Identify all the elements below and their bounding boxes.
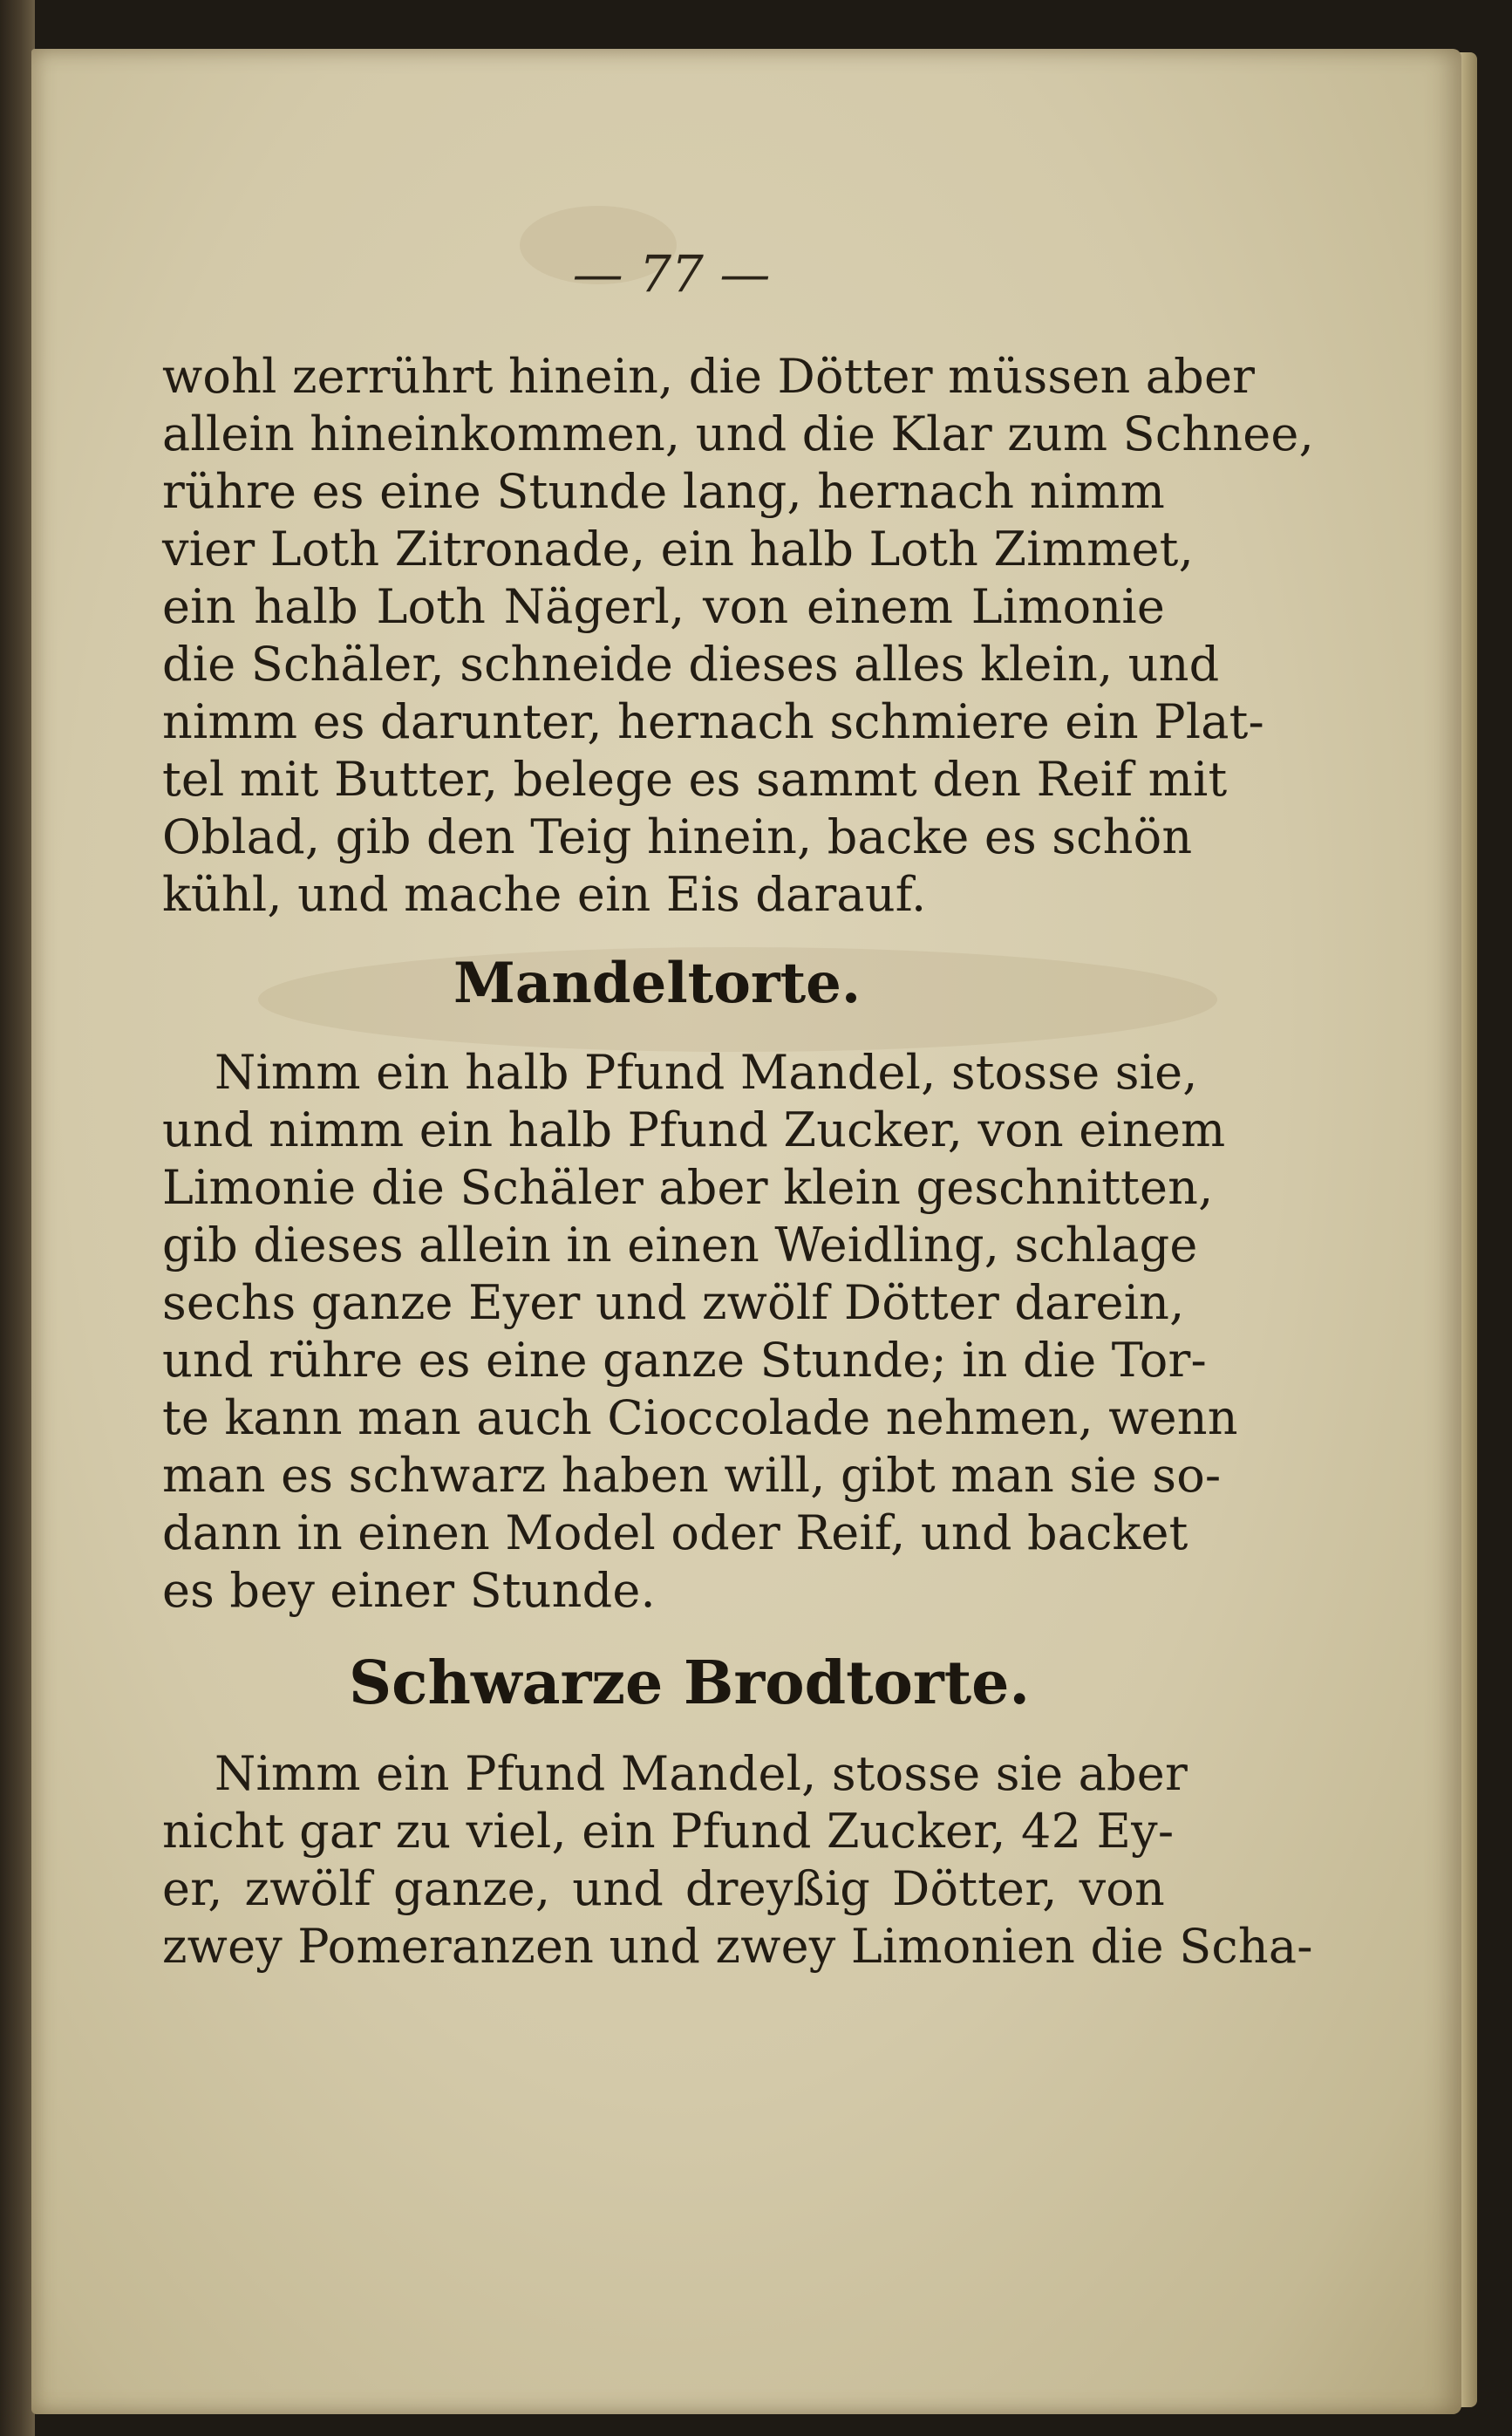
text-line: wohl zerrührt hinein, die Dötter müssen aber xyxy=(162,349,1256,404)
text-line: nimm es darunter, hernach schmiere ein Plat- xyxy=(162,694,1264,749)
text-line: dann in einen Model oder Reif, und backet xyxy=(162,1505,1188,1560)
page-number: — 77 — xyxy=(572,244,771,304)
text-line: gib dieses allein in einen Weidling, schlage xyxy=(162,1218,1198,1273)
text-line: und rühre es eine ganze Stunde; in die Tor- xyxy=(162,1333,1207,1388)
recipe-heading-schwarze-brodtorte: Schwarze Brodtorte. xyxy=(349,1648,1031,1718)
text-line: sechs ganze Eyer und zwölf Dötter darein, xyxy=(162,1275,1185,1330)
text-line: zwey Pomeranzen und zwey Limonien die Scha- xyxy=(162,1919,1313,1974)
text-line: und nimm ein halb Pfund Zucker, von einem xyxy=(162,1102,1226,1157)
text-line: ein halb Loth Nägerl, von einem Limonie xyxy=(162,579,1165,634)
text-line: allein hineinkommen, und die Klar zum Schnee, xyxy=(162,406,1314,461)
text-line: die Schäler, schneide dieses alles klein, und xyxy=(162,637,1220,692)
text-line: Oblad, gib den Teig hinein, backe es schön xyxy=(162,809,1193,864)
recipe-heading-mandeltorte: Mandeltorte. xyxy=(453,951,862,1016)
book-spine xyxy=(0,0,35,2436)
text-line: kühl, und mache ein Eis darauf. xyxy=(162,867,927,922)
text-line: te kann man auch Cioccolade nehmen, wenn xyxy=(162,1390,1238,1445)
text-line: tel mit Butter, belege es sammt den Reif mit xyxy=(162,752,1228,807)
text-line: er, zwölf ganze, und dreyßig Dötter, von xyxy=(162,1861,1165,1916)
text-line: Nimm ein Pfund Mandel, stosse sie aber xyxy=(215,1746,1188,1801)
text-line: Nimm ein halb Pfund Mandel, stosse sie, xyxy=(215,1045,1198,1100)
text-line: man es schwarz haben will, gibt man sie so- xyxy=(162,1448,1222,1503)
text-line: nicht gar zu viel, ein Pfund Zucker, 42 Ey- xyxy=(162,1804,1175,1859)
text-line: Limonie die Schäler aber klein geschnitten, xyxy=(162,1160,1214,1215)
text-line: rühre es eine Stunde lang, hernach nimm xyxy=(162,464,1165,519)
text-line: vier Loth Zitronade, ein halb Loth Zimmet, xyxy=(162,522,1194,577)
text-line: es bey einer Stunde. xyxy=(162,1563,656,1618)
